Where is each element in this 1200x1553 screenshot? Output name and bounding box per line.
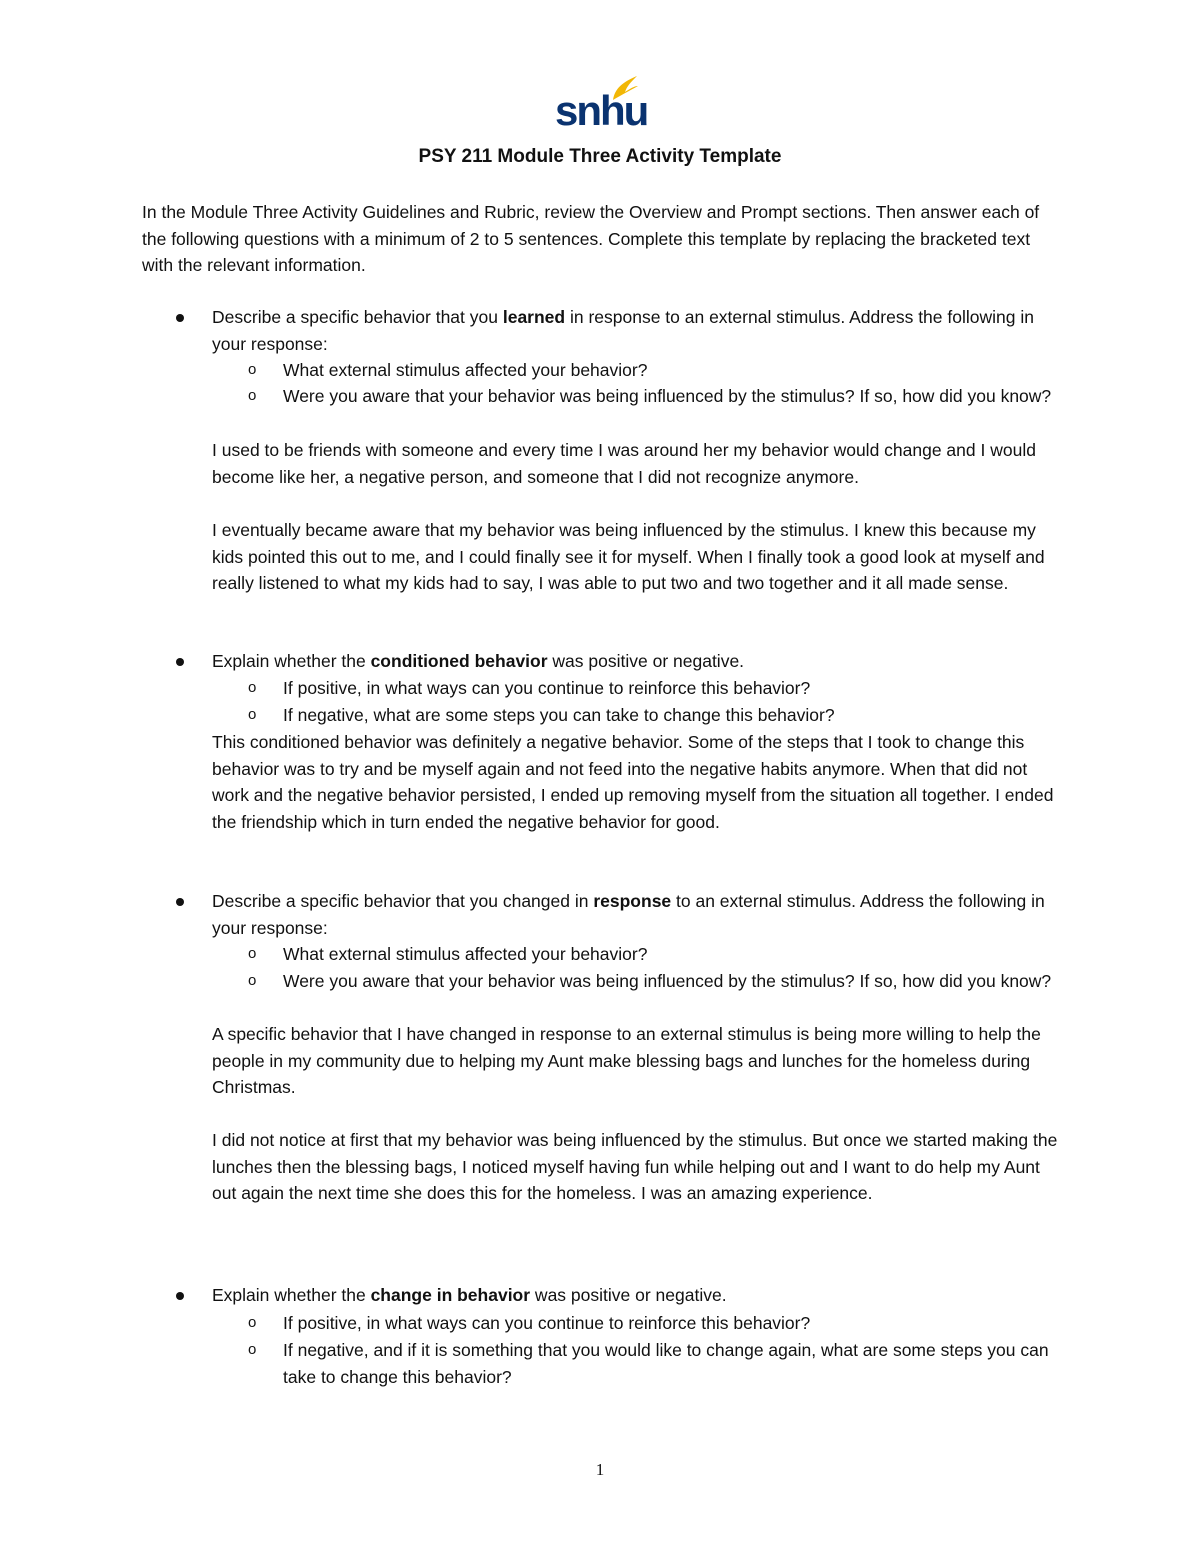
answer-1-paragraph-1: I used to be friends with someone and every time I was around her my behavior would change and I would become like her, a negative person, and someone that I did not recognize anymore. — [212, 440, 1036, 487]
intro-paragraph: In the Module Three Activity Guidelines and Rubric, review the Overview and Prompt sections. Then answer each of the following questions with a minimum of 2 to 5 sentences. Complete this template by replacing the bracketed text with the relevant information. — [142, 202, 1040, 275]
question-2-sub-1: If positive, in what ways can you continue to reinforce this behavior? — [283, 678, 811, 698]
answer-3-paragraph-2: I did not notice at first that my behavior was being influenced by the stimulus. But once we started making the lunches then the blessing bags, I noticed myself having fun while helping out and I want to do help my Aunt out again the next time she does this for the homeless. I was an amazing experience. — [212, 1130, 1058, 1203]
answer-1-paragraph-2: I eventually became aware that my behavior was being influenced by the stimulus. I knew this because my kids pointed this out to me, and I could finally see it for myself. When I finally took a good look at myself and really listened to what my kids had to say, I was able to put two and two together and it all made sense. — [212, 520, 1045, 593]
page-title: PSY 211 Module Three Activity Template — [418, 146, 782, 167]
bullet-icon — [176, 1292, 184, 1300]
sub-bullet-icon: o — [248, 945, 257, 962]
sub-bullet-icon: o — [248, 1314, 257, 1331]
sub-bullet-icon: o — [248, 1341, 257, 1358]
sub-bullet-icon: o — [248, 706, 257, 723]
sub-bullet-icon: o — [248, 361, 257, 378]
answer-3-paragraph-1: A specific behavior that I have changed in response to an external stimulus is being more willing to help the people in my community due to helping my Aunt make blessing bags and lunches for the homeless during Christmas. — [212, 1024, 1041, 1097]
sub-bullet-icon: o — [248, 679, 257, 696]
question-1: Describe a specific behavior that you learned in response to an external stimulus. Address the following in your response: — [212, 307, 1034, 354]
bullet-icon — [176, 314, 184, 322]
question-2: Explain whether the conditioned behavior was positive or negative. — [212, 651, 745, 671]
question-3-sub-2: Were you aware that your behavior was being influenced by the stimulus? If so, how did you know? — [283, 971, 1052, 991]
question-4-sub-2: If negative, and if it is something that you would like to change again, what are some steps you can take to change this behavior? — [283, 1340, 1049, 1387]
question-2-sub-2: If negative, what are some steps you can take to change this behavior? — [283, 705, 835, 725]
bullet-icon — [176, 658, 184, 666]
snhu-logo — [555, 74, 648, 134]
question-3: Describe a specific behavior that you changed in response to an external stimulus. Address the following in your response: — [212, 891, 1045, 938]
bullet-icon — [176, 898, 184, 906]
logo-wordmark: snhu — [555, 87, 648, 134]
answer-2-paragraph-1: This conditioned behavior was definitely a negative behavior. Some of the steps that I took to change this behavior was to try and be myself again and not feed into the negative habits anymore. When that did not work and the negative behavior persisted, I ended up removing myself from the situation all together. I ended the friendship which in turn ended the negative behavior for good. — [212, 732, 1054, 832]
question-3-sub-1: What external stimulus affected your behavior? — [283, 944, 648, 964]
sub-bullet-icon: o — [248, 387, 257, 404]
sub-bullet-icon: o — [248, 972, 257, 989]
question-4: Explain whether the change in behavior was positive or negative. — [212, 1285, 727, 1305]
question-1-sub-1: What external stimulus affected your behavior? — [283, 360, 648, 380]
question-4-sub-1: If positive, in what ways can you continue to reinforce this behavior? — [283, 1313, 811, 1333]
page-number: 1 — [595, 1460, 605, 1479]
question-1-sub-2: Were you aware that your behavior was being influenced by the stimulus? If so, how did you know? — [283, 386, 1052, 406]
